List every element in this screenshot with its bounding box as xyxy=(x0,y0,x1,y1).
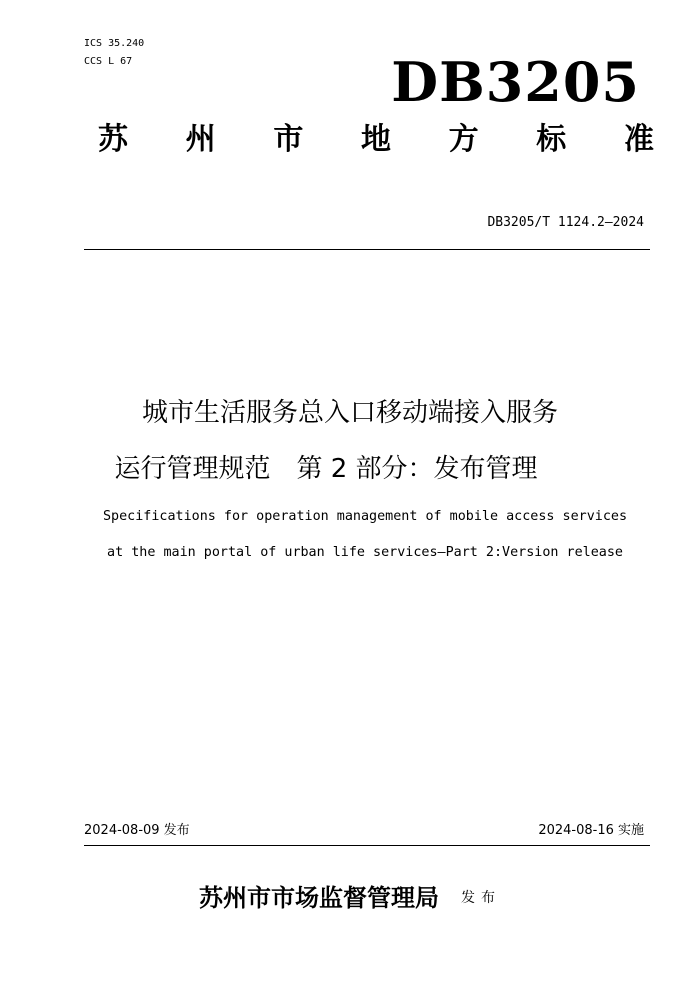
standard-type-char: 地 xyxy=(360,122,391,157)
publish-date: 2024-08-09 发布 xyxy=(84,823,190,838)
chinese-title-line-2: 运行管理规范 第 2 部分：发布管理 xyxy=(114,454,538,484)
chinese-title-line-1: 城市生活服务总入口移动端接入服务 xyxy=(141,398,558,428)
ccs-code: CCS L 67 xyxy=(84,56,133,67)
top-divider xyxy=(84,249,650,250)
db-code-heading: DB3205 xyxy=(391,50,640,114)
issuer-row xyxy=(0,882,700,914)
standard-type-char: 苏 xyxy=(98,122,128,157)
standard-type-char: 准 xyxy=(623,122,654,157)
standard-type-char: 标 xyxy=(536,122,567,157)
implement-date: 2024-08-16 实施 xyxy=(538,823,644,838)
issue-label: 发布 xyxy=(461,890,501,906)
english-title-line-1: Specifications for operation management of mobile access services xyxy=(102,509,628,524)
standard-type-heading xyxy=(98,120,654,160)
english-title-line-2: at the main portal of urban life services—Part 2:Version release xyxy=(107,545,623,560)
ics-code: ICS 35.240 xyxy=(84,38,145,49)
standard-type-char: 市 xyxy=(273,122,304,157)
issuing-authority: 苏州市市场监督管理局 xyxy=(199,883,439,912)
bottom-divider xyxy=(84,845,650,846)
standard-type-char: 方 xyxy=(448,122,479,157)
standard-number: DB3205/T 1124.2—2024 xyxy=(487,215,644,230)
standard-type-char: 州 xyxy=(185,122,216,157)
